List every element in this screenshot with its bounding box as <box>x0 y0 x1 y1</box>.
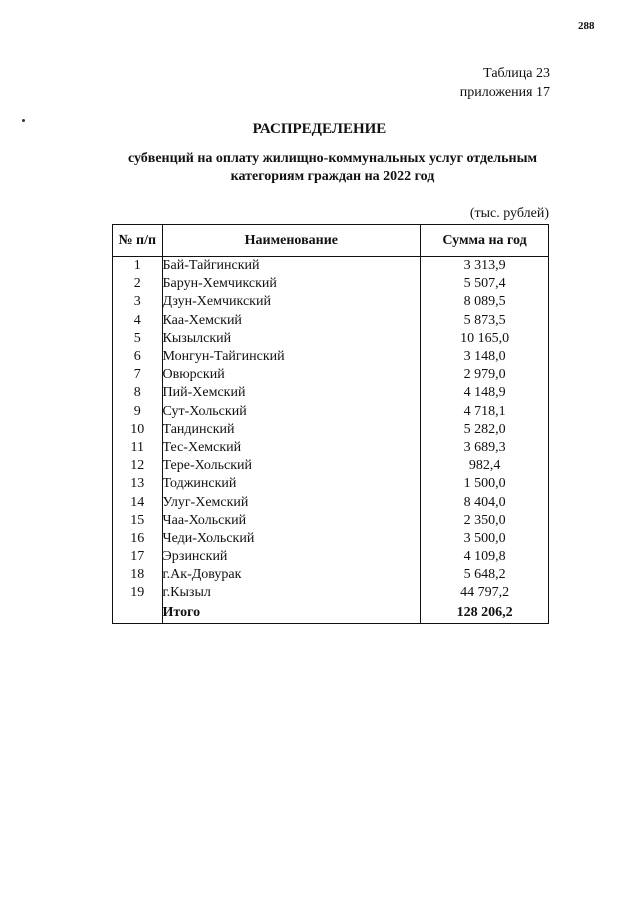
total-label: Итого <box>162 603 421 624</box>
total-row <box>113 603 549 624</box>
row-name: Овюрский <box>162 366 421 384</box>
row-name: Сут-Хольский <box>162 403 421 421</box>
row-number: 3 <box>113 293 163 311</box>
row-number: 2 <box>113 275 163 293</box>
row-sum: 5 648,2 <box>421 566 549 584</box>
row-name: Чеди-Хольский <box>162 530 421 548</box>
page-number: 288 <box>578 20 595 32</box>
header-sum: Сумма на год <box>421 225 549 257</box>
row-name: Дзун-Хемчикский <box>162 293 421 311</box>
row-sum: 4 109,8 <box>421 548 549 566</box>
table-row <box>113 384 549 402</box>
table-row <box>113 493 549 511</box>
row-number: 11 <box>113 439 163 457</box>
row-number: 19 <box>113 584 163 602</box>
table-row <box>113 348 549 366</box>
row-name: Тере-Хольский <box>162 457 421 475</box>
row-name: г.Ак-Довурак <box>162 566 421 584</box>
row-name: Барун-Хемчикский <box>162 275 421 293</box>
row-name: Тандинский <box>162 421 421 439</box>
table-row <box>113 293 549 311</box>
row-sum: 3 313,9 <box>421 257 549 276</box>
header-num: № п/п <box>113 225 163 257</box>
table-header-row <box>113 225 549 257</box>
table-row <box>113 366 549 384</box>
row-sum: 8 089,5 <box>421 293 549 311</box>
row-name: Тоджинский <box>162 475 421 493</box>
row-sum: 5 507,4 <box>421 275 549 293</box>
row-sum: 5 282,0 <box>421 421 549 439</box>
row-number: 18 <box>113 566 163 584</box>
row-number: 13 <box>113 475 163 493</box>
row-name: Тес-Хемский <box>162 439 421 457</box>
row-sum: 3 689,3 <box>421 439 549 457</box>
row-sum: 5 873,5 <box>421 312 549 330</box>
table-row <box>113 439 549 457</box>
table-row <box>113 275 549 293</box>
header-name: Наименование <box>162 225 421 257</box>
row-sum: 3 500,0 <box>421 530 549 548</box>
table-row <box>113 566 549 584</box>
table-row <box>113 548 549 566</box>
row-sum: 2 350,0 <box>421 512 549 530</box>
table-body <box>113 257 549 624</box>
row-name: г.Кызыл <box>162 584 421 602</box>
table-row <box>113 512 549 530</box>
table-row <box>113 457 549 475</box>
table-row <box>113 403 549 421</box>
table-ref-line2: приложения 17 <box>459 85 550 100</box>
row-sum: 1 500,0 <box>421 475 549 493</box>
row-number: 5 <box>113 330 163 348</box>
row-name: Бай-Тайгинский <box>162 257 421 276</box>
row-sum: 2 979,0 <box>421 366 549 384</box>
units-label: (тыс. рублей) <box>469 206 549 221</box>
table-row <box>113 312 549 330</box>
total-sum: 128 206,2 <box>421 603 549 624</box>
total-number <box>113 603 163 624</box>
table-row <box>113 257 549 276</box>
document-title: РАСПРЕДЕЛЕНИЕ <box>252 121 387 137</box>
row-name: Монгун-Тайгинский <box>162 348 421 366</box>
row-name: Улуг-Хемский <box>162 493 421 511</box>
table-row <box>113 530 549 548</box>
table-ref-line1: Таблица 23 <box>483 66 550 81</box>
row-number: 6 <box>113 348 163 366</box>
row-name: Чаа-Хольский <box>162 512 421 530</box>
row-number: 14 <box>113 493 163 511</box>
row-name: Пий-Хемский <box>162 384 421 402</box>
table-row <box>113 475 549 493</box>
row-sum: 8 404,0 <box>421 493 549 511</box>
row-number: 7 <box>113 366 163 384</box>
document-subtitle: субвенций на оплату жилищно-коммунальных услуг отдельным категориям граждан на 2022 год <box>127 151 538 184</box>
row-name: Каа-Хемский <box>162 312 421 330</box>
table-row <box>113 330 549 348</box>
row-sum: 3 148,0 <box>421 348 549 366</box>
distribution-table <box>112 224 549 624</box>
row-number: 15 <box>113 512 163 530</box>
row-number: 9 <box>113 403 163 421</box>
row-sum: 10 165,0 <box>421 330 549 348</box>
row-number: 17 <box>113 548 163 566</box>
row-sum: 44 797,2 <box>421 584 549 602</box>
row-name: Кызылский <box>162 330 421 348</box>
row-number: 12 <box>113 457 163 475</box>
table-row <box>113 421 549 439</box>
row-sum: 4 718,1 <box>421 403 549 421</box>
row-number: 16 <box>113 530 163 548</box>
row-number: 1 <box>113 257 163 276</box>
row-number: 4 <box>113 312 163 330</box>
row-name: Эрзинский <box>162 548 421 566</box>
row-sum: 4 148,9 <box>421 384 549 402</box>
table-row <box>113 584 549 602</box>
row-sum: 982,4 <box>421 457 549 475</box>
row-number: 8 <box>113 384 163 402</box>
table-reference <box>460 64 550 102</box>
row-number: 10 <box>113 421 163 439</box>
